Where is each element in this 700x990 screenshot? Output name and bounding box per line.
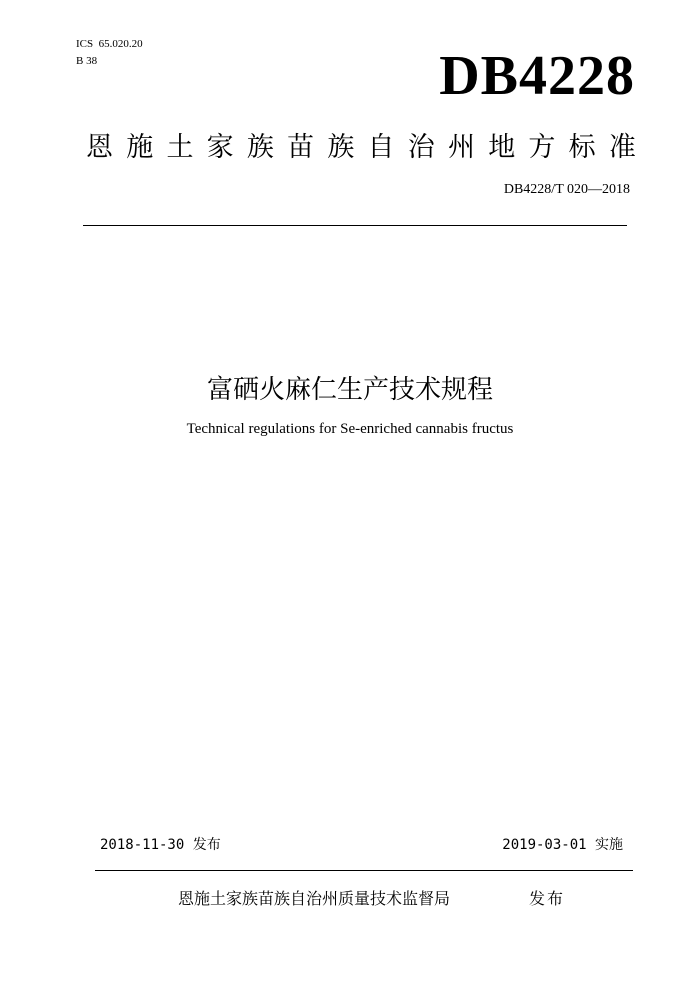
heading-char: 恩 — [86, 132, 113, 163]
heading-char: 自 — [367, 132, 395, 163]
heading-char: 施 — [126, 132, 154, 163]
heading-char: 土 — [166, 132, 194, 163]
heading-char: 治 — [407, 132, 435, 163]
effective-date: 2019-03-01 实施 — [502, 837, 623, 853]
ccs-code: B 38 — [76, 55, 98, 67]
ics-code: ICS 65.020.20 — [76, 38, 143, 50]
standard-code: DB4228 — [439, 45, 635, 107]
heading-char: 地 — [488, 132, 516, 163]
standard-type-heading — [86, 128, 636, 168]
heading-char: 准 — [608, 132, 636, 163]
heading-char: 方 — [528, 132, 556, 163]
footer-divider — [95, 870, 633, 871]
heading-char: 标 — [568, 132, 596, 163]
issue-date: 2018-11-30 发布 — [100, 837, 221, 853]
document-title-chinese: 富硒火麻仁生产技术规程 — [206, 375, 493, 405]
heading-char: 族 — [327, 132, 355, 163]
document-title-english: Technical regulations for Se-enriched cannabis fructus — [186, 421, 514, 437]
classification-codes — [76, 36, 143, 70]
header-divider — [83, 225, 627, 226]
issuing-authority-suffix: 发布 — [529, 889, 566, 908]
heading-char: 族 — [246, 132, 274, 163]
heading-char: 苗 — [287, 132, 315, 163]
issuing-authority: 恩施土家族苗族自治州质量技术监督局 — [178, 889, 451, 908]
standard-number: DB4228/T 020—2018 — [503, 182, 630, 197]
heading-char: 州 — [447, 132, 475, 163]
heading-char: 家 — [206, 132, 234, 163]
